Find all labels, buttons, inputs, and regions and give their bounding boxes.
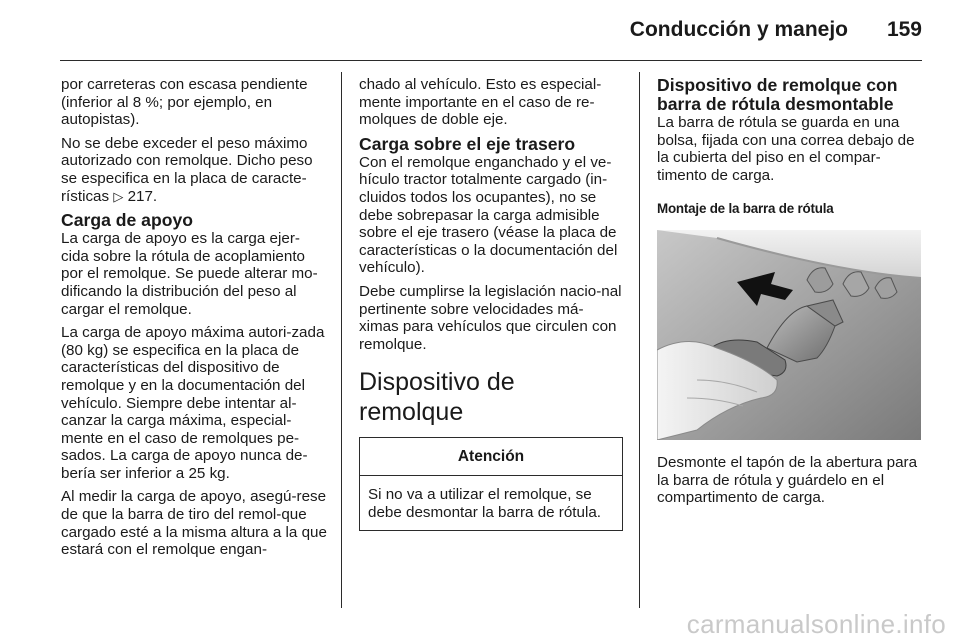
heading-dispositivo-remolque: Dispositivo de remolque [359,368,515,427]
paragraph: La barra de rótula se guarda en una bolsa, fijada con una correa debajo de la cubierta del piso en el compar-timento de carga. [657,114,915,184]
paragraph: Al medir la carga de apoyo, asegú-rese de que la barra de tiro del remol-que cargado esté a la misma altura a la que estará con el remolque engan- [61,488,327,559]
arrow-right-icon: ▷ [113,188,124,204]
tow-bar-cap-photo [657,230,921,440]
heading-montaje: Montaje de la barra de rótula [657,201,834,217]
warning-body: Si no va a utilizar el remolque, se debe desmontar la barra de rótula. [368,485,602,521]
heading-carga-de-apoyo: Carga de apoyo [61,210,193,231]
page-header [60,14,922,50]
page-reference[interactable]: 217. [127,187,158,205]
header-rule [60,60,922,61]
column-3 [657,76,921,513]
paragraph: La carga de apoyo máxima autori-zada (80 kg) se especifica en la placa de características del dispositivo de remolque y en la documentación del vehículo. Siempre debe intentar al-canzar la carga máxima, especial-mente en el caso de remolques pe-sados. La carga de apoyo nunca de-bería ser inferior a 25 kg. [61,324,325,482]
paragraph: La carga de apoyo es la carga ejer-cida sobre la rótula de acoplamiento por el remolque. Se puede alterar mo-dificando la distribución del peso al cargar el remolque. [61,230,318,318]
heading-carga-eje-trasero: Carga sobre el eje trasero [359,133,576,154]
paragraph: por carreteras con escasa pendiente (inferior al 8 %; por ejemplo, en autopistas). [61,76,308,129]
watermark: carmanualsonline.info [686,609,946,639]
page-number: 159 [886,18,922,41]
paragraph: chado al vehículo. Esto es especial-mente importante en el caso de re-molques de doble eje. [359,76,602,129]
paragraph: Desmonte el tapón de la abertura para la barra de rótula y guárdelo en el compartimento de carga. [657,453,918,507]
column-1 [61,76,327,565]
paragraph: Con el remolque enganchado y el ve-hículo tractor totalmente cargado (in-cluidos todos los ocupantes), no se debe sobrepasar la carga admisible sobre el eje trasero (véase la placa de características o la documentación del vehículo). [359,153,618,277]
section-title: Conducción y manejo [629,18,848,41]
column-2 [359,76,623,531]
column-divider-1 [341,72,342,608]
column-divider-2 [639,72,640,608]
paragraph: Debe cumplirse la legislación nacio-nal pertinente sobre velocidades má-ximas para vehículos que circulen con remolque. [359,282,622,353]
heading-barra-desmontable: Dispositivo de remolque con barra de rótula desmontable [657,75,898,114]
warning-title: Atención [360,438,622,476]
warning-box [359,437,623,531]
paragraph: No se debe exceder el peso máximo autorizado con remolque. Dicho peso se especifica en la placa de caracte-rísticas ▷ 217. [61,134,313,205]
